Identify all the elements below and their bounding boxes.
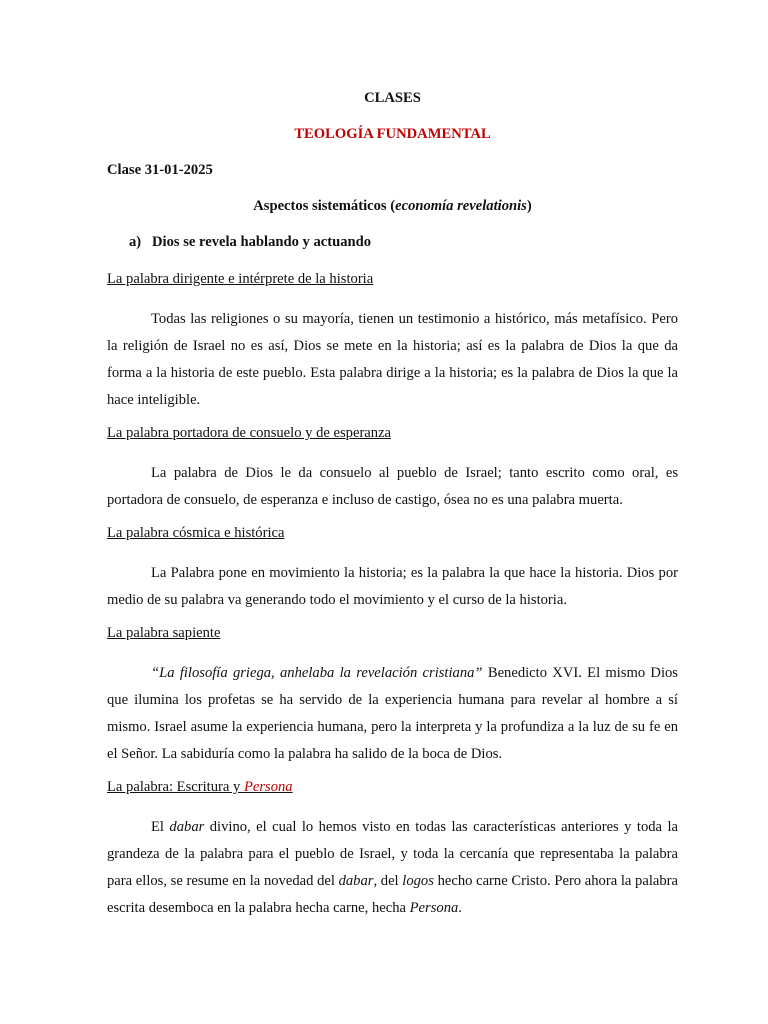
person-italic-dabar-1: dabar (169, 819, 205, 835)
person-italic-persona: Persona (409, 900, 459, 916)
person-text-4: hecho carne Cristo. Pero ahora la palabra escrita desemboca en la palabra hecha carne, hecha (107, 873, 678, 916)
section-heading-cosmic: La palabra cósmica e histórica (107, 525, 285, 541)
doc-title: CLASES (364, 90, 421, 106)
section-heading-person (107, 777, 678, 797)
quote-text: “La filosofía griega, anhelaba la revelación cristiana” (151, 665, 483, 681)
person-italic-dabar-2: dabar (338, 873, 374, 889)
section-paragraph-directing: Todas las religiones o su mayoría, tienen un testimonio a histórico, más metafísico. Pero la religión de Israel no es así, Dios se mete en la historia; así es la palabra de Dios la que da forma a la historia de este pueblo. Esta palabra dirige a la historia; es la palabra de Dios la que la hace inteligible. (107, 311, 678, 408)
person-text-2: divino, el cual lo hemos visto en todas las características anteriores y toda la grandeza de la palabra para el pueblo de Israel, y toda la cercanía que representaba la palabra para ellos, se resume en la novedad del (107, 819, 678, 889)
person-heading-red: Persona (243, 779, 293, 795)
document-body (107, 90, 678, 931)
class-date: Clase 31-01-2025 (107, 162, 213, 178)
list-item-text: Dios se revela hablando y actuando (152, 234, 372, 250)
list-marker: a) (129, 234, 142, 250)
sapient-body-text: Benedicto XVI. El mismo Dios que ilumina los profetas se ha servido de la experiencia humana para revelar al hombre a sí mismo. Israel asume la experiencia humana, pero la interpreta y la profundiza a la luz de su fe en el Señor. La sabiduría como la palabra ha salido de la boca de Dios. (107, 665, 678, 762)
aspects-italic: economía revelationis (395, 198, 527, 214)
list-item (107, 234, 678, 251)
aspects-prefix: Aspectos sistemáticos ( (253, 198, 396, 214)
section-paragraph-sapient (107, 660, 678, 768)
doc-subject: TEOLOGÍA FUNDAMENTAL (294, 126, 491, 142)
person-italic-logos: logos (402, 873, 434, 889)
aspects-heading (107, 198, 678, 215)
person-text-5: . (458, 900, 462, 916)
section-heading-sapient: La palabra sapiente (107, 625, 221, 641)
person-text-1: El (151, 819, 170, 835)
person-heading-prefix: La palabra: Escritura y (107, 779, 244, 795)
section-heading-consolation: La palabra portadora de consuelo y de esperanza (107, 425, 392, 441)
person-text-3: , del (373, 873, 403, 889)
aspects-suffix: ) (526, 198, 532, 214)
section-paragraph-cosmic: La Palabra pone en movimiento la historia; es la palabra la que hace la historia. Dios por medio de su palabra va generando todo el movimiento y el curso de la historia. (107, 565, 678, 608)
section-paragraph-person (107, 814, 678, 922)
section-paragraph-consolation: La palabra de Dios le da consuelo al pueblo de Israel; tanto escrito como oral, es portadora de consuelo, de esperanza e incluso de castigo, ósea no es una palabra muerta. (107, 465, 678, 508)
section-heading-directing: La palabra dirigente e intérprete de la historia (107, 271, 374, 287)
